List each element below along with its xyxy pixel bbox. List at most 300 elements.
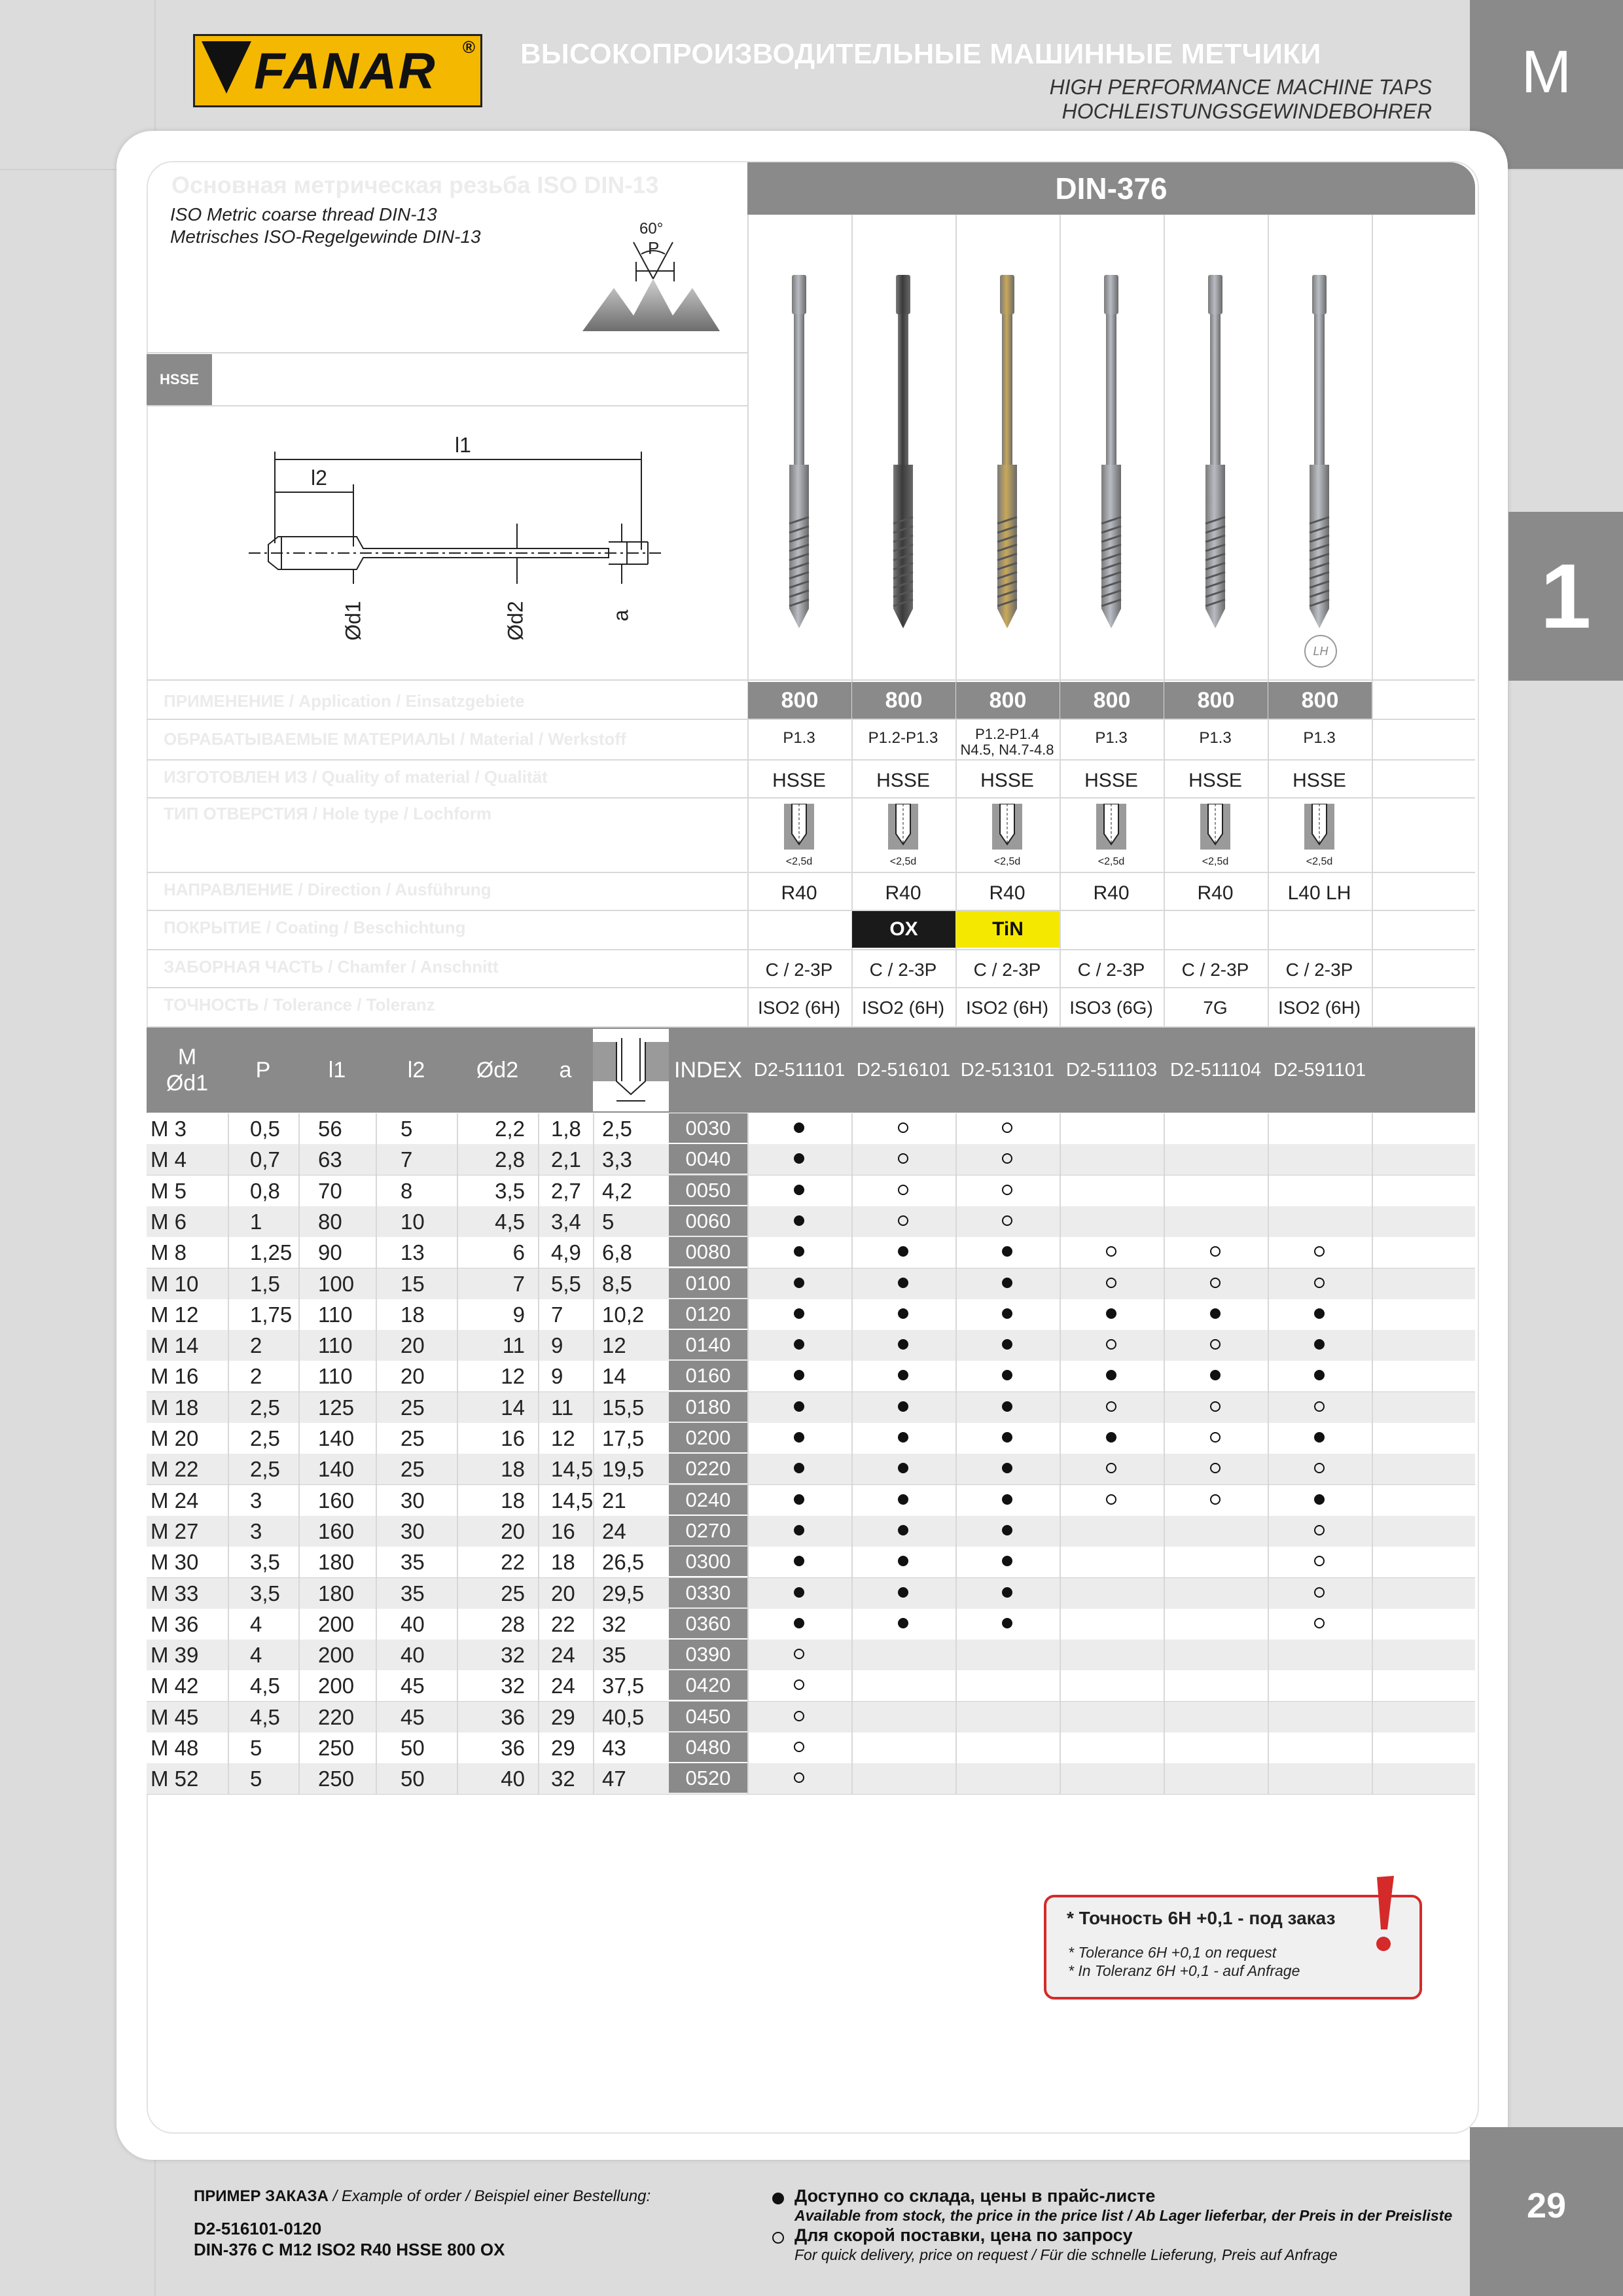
order-example-desc: DIN-376 C M12 ISO2 R40 HSSE 800 OX: [194, 2240, 505, 2259]
tap-image[interactable]: [991, 275, 1024, 628]
cell-d2: 4,5: [495, 1210, 525, 1234]
cell-index[interactable]: 0270: [669, 1516, 747, 1545]
cell-d2: 18: [501, 1457, 525, 1481]
row-divider: [955, 1392, 957, 1423]
cell-index[interactable]: 0180: [669, 1392, 747, 1422]
in-stock-dot-icon: [898, 1308, 908, 1319]
chamfer-value: C / 2-3P: [1285, 960, 1353, 980]
legend-quick-ru: Для скорой поставки, цена по запросу: [794, 2225, 1133, 2245]
tolerance-value: ISO2 (6H): [965, 997, 1049, 1018]
cell-m: M 6: [151, 1210, 187, 1234]
cell-a: 22: [551, 1612, 575, 1636]
cell-l2: 7: [401, 1147, 413, 1172]
cell-index[interactable]: 0220: [669, 1454, 747, 1483]
in-stock-dot-icon: [1002, 1308, 1012, 1319]
cell-index[interactable]: 0420: [669, 1670, 747, 1700]
row-divider: [376, 1763, 377, 1794]
cell-a: 24: [551, 1674, 575, 1698]
row-divider: [747, 1330, 749, 1361]
chamfer-value: C / 2-3P: [973, 960, 1041, 980]
on-request-circle-icon: [898, 1153, 908, 1164]
row-divider: [955, 1330, 957, 1361]
exclamation-icon: [1368, 1873, 1400, 1958]
coating-badge: OX: [852, 911, 955, 948]
direction-value: R40: [1093, 882, 1130, 904]
cell-p: 1,25: [250, 1240, 293, 1265]
cell-l2: 45: [401, 1674, 425, 1698]
material-group: P1.2-P1.4: [975, 726, 1039, 742]
row-divider: [538, 1702, 539, 1732]
cell-dd: 15,5: [602, 1395, 645, 1420]
in-stock-dot-icon: [794, 1463, 804, 1473]
cell-d2: 14: [501, 1395, 525, 1420]
cell-dd: 47: [602, 1767, 626, 1791]
row-divider: [593, 1640, 594, 1670]
in-stock-dot-icon: [794, 1587, 804, 1598]
cell-a: 24: [551, 1643, 575, 1667]
cell-l2: 10: [401, 1210, 425, 1234]
cell-a: 32: [551, 1767, 575, 1791]
cell-l2: 35: [401, 1550, 425, 1574]
cell-l1: 70: [318, 1179, 342, 1203]
row-divider: [1372, 1670, 1373, 1701]
cell-index[interactable]: 0200: [669, 1423, 747, 1452]
cell-l2: 8: [401, 1179, 413, 1203]
th-product-code: D2-516101: [856, 1059, 951, 1081]
in-stock-dot-icon: [794, 1525, 804, 1535]
row-divider: [298, 1485, 300, 1516]
cell-m: M 39: [151, 1643, 199, 1667]
cell-p: 2,5: [250, 1457, 280, 1481]
row-divider: [457, 1299, 458, 1330]
row-divider: [1268, 1547, 1269, 1577]
cell-index[interactable]: 0300: [669, 1547, 747, 1576]
th-index: INDEX: [674, 1057, 742, 1083]
row-divider: [593, 1299, 594, 1330]
row-divider: [376, 1702, 377, 1732]
in-stock-dot-icon: [794, 1339, 804, 1350]
table-row: [147, 1330, 1475, 1361]
cell-p: 4: [250, 1643, 262, 1667]
row-divider: [228, 1237, 229, 1268]
cell-l1: 140: [318, 1426, 355, 1450]
row-divider: [747, 1361, 749, 1391]
row-divider: [376, 1670, 377, 1701]
on-request-circle-icon: [1210, 1463, 1221, 1473]
tap-image[interactable]: [887, 275, 919, 628]
tolerance-value: 7G: [1203, 997, 1228, 1018]
row-divider: [298, 1670, 300, 1701]
cell-l2: 18: [401, 1302, 425, 1327]
row-divider: [298, 1268, 300, 1299]
row-divider: [851, 1423, 853, 1454]
section-tab[interactable]: M: [1470, 0, 1623, 169]
label-made-of: ИЗГОТОВЛЕН ИЗ / Quality of material / Qualität: [164, 767, 548, 787]
table-row: [147, 1547, 1475, 1578]
in-stock-dot-icon: [1002, 1525, 1012, 1535]
cell-dd: 3,3: [602, 1147, 632, 1172]
cell-dd: 2,5: [602, 1117, 632, 1141]
row-divider: [1164, 1516, 1165, 1547]
row-divider: [1268, 1113, 1269, 1144]
row-divider: [851, 1361, 853, 1391]
row-divider: [298, 1361, 300, 1391]
row-divider: [376, 1299, 377, 1330]
chapter-tab[interactable]: 1: [1508, 512, 1623, 681]
in-stock-dot-icon: [794, 1308, 804, 1319]
on-request-circle-icon: [1314, 1525, 1325, 1535]
in-stock-dot-icon: [794, 1185, 804, 1195]
label-tolerance: ТОЧНОСТЬ / Tolerance / Toleranz: [164, 995, 435, 1014]
row-divider: [298, 1640, 300, 1670]
tolerance-value: ISO2 (6H): [757, 997, 841, 1018]
cell-m: M 4: [151, 1147, 187, 1172]
thread-title-ru: Основная метрическая резьба ISO DIN-13: [171, 171, 659, 198]
row-divider: [1060, 1175, 1061, 1206]
row-divider: [955, 1299, 957, 1330]
cell-p: 5: [250, 1767, 262, 1791]
row-divider: [1268, 1330, 1269, 1361]
row-divider: [593, 1485, 594, 1516]
row-divider: [228, 1516, 229, 1547]
cell-index[interactable]: 0360: [669, 1609, 747, 1638]
in-stock-dot-icon: [1002, 1463, 1012, 1473]
tap-image[interactable]: [1095, 275, 1128, 628]
coating-badge: TiN: [956, 911, 1060, 948]
row-divider: [955, 1144, 957, 1175]
in-stock-dot-icon: [898, 1278, 908, 1288]
cell-index[interactable]: 0330: [669, 1578, 747, 1607]
cell-l1: 160: [318, 1519, 355, 1543]
row-divider: [1060, 1237, 1061, 1268]
left-hand-icon: LH: [1304, 635, 1337, 668]
row-divider: [538, 1237, 539, 1268]
row-divider: [538, 1763, 539, 1794]
cell-m: M 36: [151, 1612, 199, 1636]
cell-index[interactable]: 0040: [669, 1144, 747, 1174]
cell-p: 3: [250, 1488, 262, 1513]
page-number-tab: 29: [1470, 2127, 1623, 2296]
row-divider: [228, 1547, 229, 1577]
row-divider: [457, 1578, 458, 1609]
cell-l2: 35: [401, 1581, 425, 1605]
cell-l1: 110: [318, 1302, 353, 1327]
row-divider: [376, 1732, 377, 1763]
note-de: * In Toleranz 6H +0,1 - auf Anfrage: [1068, 1962, 1300, 1979]
cell-d2: 28: [501, 1612, 525, 1636]
row-divider: [1164, 1454, 1165, 1484]
cell-index[interactable]: 0060: [669, 1206, 747, 1236]
cell-dd: 17,5: [602, 1426, 645, 1450]
row-divider: [747, 1732, 749, 1763]
tool-material: HSSE: [772, 770, 826, 791]
brand-name: FANAR: [254, 42, 437, 99]
note-ru: * Точность 6H +0,1 - под заказ: [1067, 1908, 1336, 1928]
cell-p: 2: [250, 1333, 262, 1357]
direction-value: R40: [781, 882, 817, 904]
label-direction: НАПРАВЛЕНИЕ / Direction / Ausführung: [164, 880, 491, 899]
row-divider: [1268, 1516, 1269, 1547]
cell-l1: 180: [318, 1550, 355, 1574]
row-divider: [1268, 1268, 1269, 1299]
title-en: HIGH PERFORMANCE MACHINE TAPS: [1049, 75, 1432, 99]
th-m-label: M: [177, 1045, 197, 1069]
cell-l2: 30: [401, 1488, 425, 1513]
on-request-circle-icon: [1314, 1401, 1325, 1412]
in-stock-dot-icon: [898, 1370, 908, 1380]
row-divider: [1164, 1299, 1165, 1330]
row-divider: [1372, 1237, 1373, 1268]
cell-a: 5,5: [551, 1272, 581, 1296]
row-divider: [1372, 1361, 1373, 1391]
cell-l1: 250: [318, 1736, 355, 1760]
tolerance-value: ISO3 (6G): [1069, 997, 1153, 1018]
in-stock-dot-icon: [1002, 1339, 1012, 1350]
cell-index[interactable]: 0160: [669, 1361, 747, 1390]
row-divider: [376, 1640, 377, 1670]
order-example-code: D2-516101-0120: [194, 2219, 322, 2238]
on-request-circle-icon: [898, 1215, 908, 1226]
th-product-code: D2-511104: [1169, 1059, 1262, 1081]
direction-value: R40: [885, 882, 921, 904]
cell-d2: 18: [501, 1488, 525, 1513]
row-divider: [298, 1423, 300, 1454]
in-stock-dot-icon: [1314, 1339, 1325, 1350]
table-row: [147, 1702, 1475, 1733]
tool-material: HSSE: [876, 770, 930, 791]
row-divider: [955, 1454, 957, 1484]
tap-image[interactable]: [783, 275, 815, 628]
speed-value: 800: [956, 682, 1060, 719]
row-divider: [1268, 1361, 1269, 1391]
label-materials: ОБРАБАТЫВАЕМЫЕ МАТЕРИАЛЫ / Material / Werkstoff: [164, 729, 626, 749]
row-divider: [593, 1175, 594, 1206]
cell-a: 1,8: [551, 1117, 581, 1141]
row-divider: [955, 1516, 957, 1547]
row-divider: [457, 1392, 458, 1423]
on-request-circle-icon: [1002, 1122, 1012, 1133]
row-divider: [298, 1516, 300, 1547]
row-divider: [376, 1454, 377, 1484]
row-divider: [747, 1237, 749, 1268]
cell-index[interactable]: 0240: [669, 1485, 747, 1515]
tool-material: HSSE: [1084, 770, 1138, 791]
row-divider: [538, 1423, 539, 1454]
tap-image[interactable]: [1199, 275, 1232, 628]
cell-d2: 22: [501, 1550, 525, 1574]
cell-index[interactable]: 0030: [669, 1113, 747, 1143]
row-divider: [851, 1547, 853, 1577]
cell-l2: 20: [401, 1333, 425, 1357]
cell-index[interactable]: 0480: [669, 1732, 747, 1762]
row-divider: [1164, 1330, 1165, 1361]
table-row: [147, 1763, 1475, 1795]
row-divider: [593, 1361, 594, 1391]
column-divider: [851, 215, 853, 1028]
row-divider: [1060, 1485, 1061, 1516]
row-divider: [298, 1206, 300, 1237]
in-stock-dot-icon: [1002, 1401, 1012, 1412]
row-divider: [457, 1113, 458, 1144]
in-stock-dot-icon: [1106, 1432, 1116, 1443]
in-stock-dot-icon: [898, 1463, 908, 1473]
tap-dimension-drawing: [242, 432, 668, 655]
row-divider: [851, 1732, 853, 1763]
spec-row-divider: [147, 719, 1475, 720]
row-divider: [1164, 1670, 1165, 1701]
cell-p: 4,5: [250, 1705, 280, 1729]
row-divider: [851, 1485, 853, 1516]
row-divider: [851, 1763, 853, 1794]
row-divider: [747, 1578, 749, 1609]
spec-row-divider: [147, 910, 1475, 911]
row-divider: [1164, 1361, 1165, 1391]
cell-index[interactable]: 0450: [669, 1702, 747, 1731]
cell-dd: 10,2: [602, 1302, 645, 1327]
row-divider: [228, 1361, 229, 1391]
tap-image[interactable]: [1303, 275, 1336, 628]
row-divider: [1268, 1609, 1269, 1640]
row-divider: [851, 1609, 853, 1640]
row-divider: [1060, 1268, 1061, 1299]
row-divider: [593, 1423, 594, 1454]
cell-l2: 20: [401, 1364, 425, 1388]
row-divider: [228, 1454, 229, 1484]
cell-index[interactable]: 0080: [669, 1237, 747, 1266]
row-divider: [298, 1330, 300, 1361]
cell-index[interactable]: 0050: [669, 1175, 747, 1205]
on-request-circle-icon: [1314, 1618, 1325, 1628]
cell-l1: 160: [318, 1488, 355, 1513]
row-divider: [955, 1423, 957, 1454]
row-divider: [538, 1609, 539, 1640]
row-divider: [298, 1144, 300, 1175]
th-m: [147, 1028, 228, 1113]
cell-l2: 30: [401, 1519, 425, 1543]
cell-index[interactable]: 0520: [669, 1763, 747, 1793]
on-request-circle-icon: [794, 1772, 804, 1783]
in-stock-dot-icon: [898, 1494, 908, 1505]
row-divider: [955, 1578, 957, 1609]
row-divider: [593, 1516, 594, 1547]
cell-l1: 200: [318, 1674, 355, 1698]
row-divider: [228, 1578, 229, 1609]
cell-d2: 6: [512, 1240, 525, 1265]
row-divider: [593, 1268, 594, 1299]
on-request-circle-icon: [794, 1649, 804, 1659]
row-divider: [955, 1732, 957, 1763]
th-product-code: D2-511101: [753, 1059, 846, 1081]
row-divider: [747, 1485, 749, 1516]
row-divider: [298, 1547, 300, 1577]
in-stock-dot-icon: [1002, 1432, 1012, 1443]
row-divider: [457, 1670, 458, 1701]
cell-a: 18: [551, 1550, 575, 1574]
row-divider: [457, 1732, 458, 1763]
cell-p: 0,5: [250, 1117, 280, 1141]
cell-dd: 35: [602, 1643, 626, 1667]
table-row: [147, 1237, 1475, 1268]
row-divider: [1268, 1578, 1269, 1609]
in-stock-dot-icon: [1002, 1494, 1012, 1505]
cell-l2: 40: [401, 1612, 425, 1636]
row-divider: [593, 1113, 594, 1144]
th-product-code: D2-511103: [1065, 1059, 1158, 1081]
row-divider: [538, 1361, 539, 1391]
on-request-circle-icon: [1106, 1339, 1116, 1350]
row-divider: [1060, 1299, 1061, 1330]
cell-index[interactable]: 0120: [669, 1299, 747, 1329]
cell-dd: 32: [602, 1612, 626, 1636]
row-divider: [228, 1206, 229, 1237]
title-de: HOCHLEISTUNGSGEWINDEBOHRER: [1061, 99, 1432, 123]
row-divider: [298, 1702, 300, 1732]
row-divider: [851, 1454, 853, 1484]
cell-m: M 48: [151, 1736, 199, 1760]
direction-value: R40: [989, 882, 1026, 904]
cell-l2: 50: [401, 1736, 425, 1760]
row-divider: [228, 1268, 229, 1299]
row-divider: [1372, 1702, 1373, 1732]
th-l2: l2: [407, 1057, 425, 1083]
cell-m: M 5: [151, 1179, 187, 1203]
spec-row-divider: [147, 987, 1475, 988]
row-divider: [593, 1454, 594, 1484]
on-request-circle-icon: [1314, 1587, 1325, 1598]
row-divider: [298, 1237, 300, 1268]
row-divider: [851, 1237, 853, 1268]
in-stock-dot-icon: [898, 1556, 908, 1566]
cell-index[interactable]: 0100: [669, 1268, 747, 1298]
row-divider: [1268, 1640, 1269, 1670]
tolerance-value: ISO2 (6H): [861, 997, 945, 1018]
row-divider: [228, 1175, 229, 1206]
table-row: [147, 1144, 1475, 1175]
legend-stock-sub: Available from stock, the price in the price list / Ab Lager lieferbar, der Preis in der Preisliste: [794, 2207, 1453, 2224]
row-divider: [376, 1113, 377, 1144]
cell-dd: 29,5: [602, 1581, 645, 1605]
on-request-circle-icon: [794, 1711, 804, 1721]
column-divider: [1164, 215, 1165, 1028]
row-divider: [1164, 1206, 1165, 1237]
row-divider: [457, 1268, 458, 1299]
row-divider: [747, 1144, 749, 1175]
row-divider: [538, 1516, 539, 1547]
row-divider: [228, 1640, 229, 1670]
row-divider: [955, 1361, 957, 1391]
row-divider: [747, 1392, 749, 1423]
on-request-circle-icon: [1314, 1278, 1325, 1288]
row-divider: [1060, 1763, 1061, 1794]
column-divider: [1268, 215, 1269, 1028]
hole-depth-label: <2,5d: [889, 856, 917, 867]
row-divider: [1164, 1392, 1165, 1423]
row-divider: [376, 1330, 377, 1361]
cell-dd: 21: [602, 1488, 626, 1513]
tolerance-value: ISO2 (6H): [1277, 997, 1361, 1018]
cell-a: 7: [551, 1302, 563, 1327]
cell-index[interactable]: 0390: [669, 1640, 747, 1669]
cell-m: M 14: [151, 1333, 199, 1357]
th-drill-diameter-icon: [593, 1029, 669, 1111]
cell-index[interactable]: 0140: [669, 1330, 747, 1359]
row-divider: [1268, 1299, 1269, 1330]
cell-p: 1: [250, 1210, 262, 1234]
legend-stock-dot-icon: [772, 2193, 784, 2204]
row-divider: [1372, 1609, 1373, 1640]
row-divider: [1164, 1763, 1165, 1794]
brand-registered-mark: ®: [462, 37, 475, 57]
